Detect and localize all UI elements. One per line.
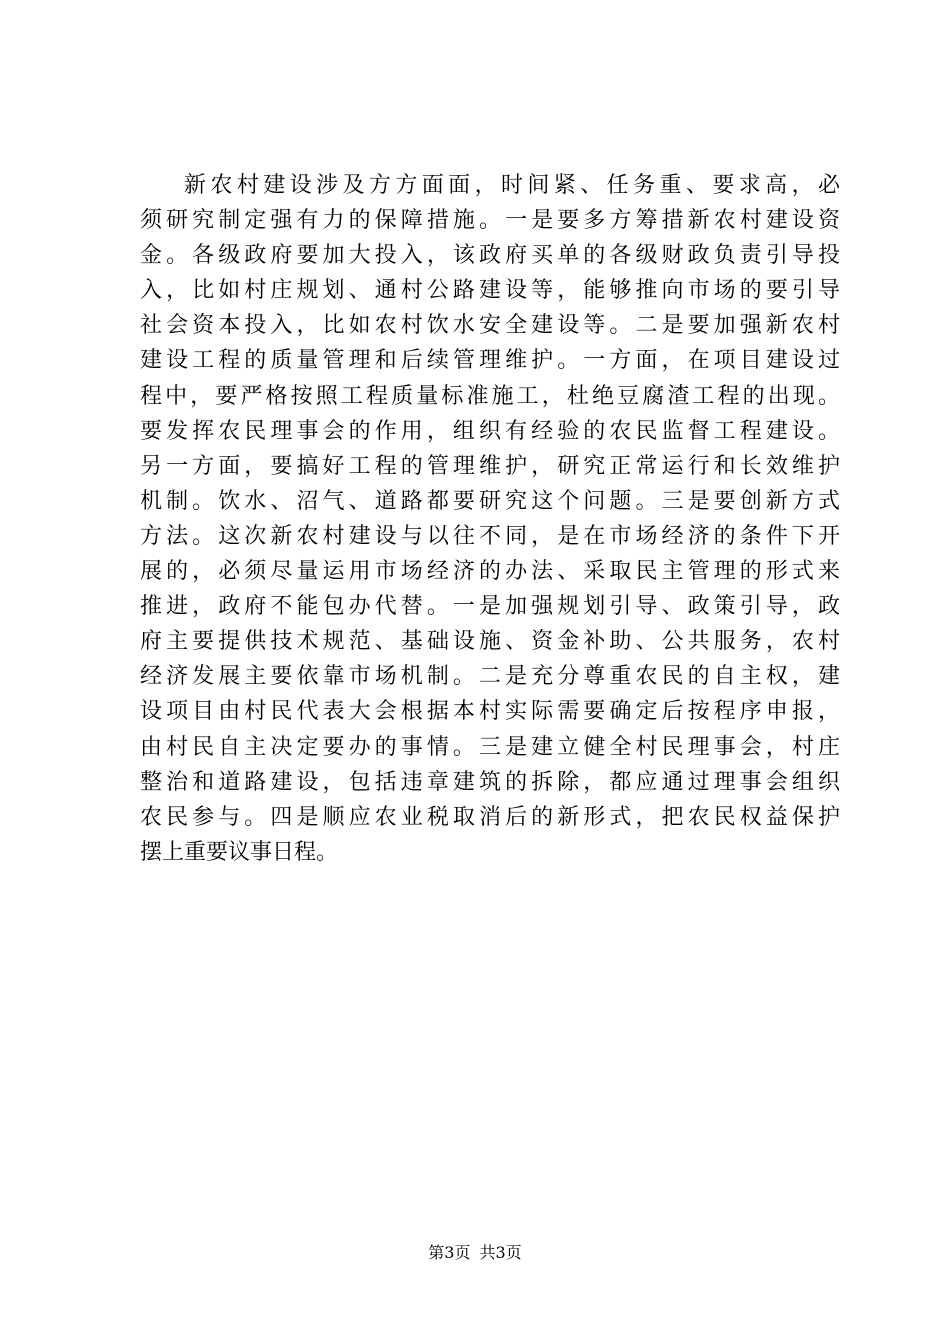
- paragraph-line: 经济发展主要依靠市场机制。二是充分尊重农民的自主权，建: [140, 664, 840, 690]
- paragraph-line: 方法。这次新农村建设与以往不同，是在市场经济的条件下开: [140, 523, 840, 549]
- paragraph-line: 程中，要严格按照工程质量标准施工，杜绝豆腐渣工程的出现。: [140, 383, 840, 409]
- paragraph-line: 农民参与。四是顺应农业税取消后的新形式，把农民权益保护: [140, 804, 840, 830]
- page-number: 第3页: [428, 1243, 471, 1262]
- paragraph-line: 摆上重要议事日程。: [140, 839, 339, 865]
- page-footer: [0, 1242, 950, 1264]
- body-paragraph: [140, 168, 840, 870]
- paragraph-line: 整治和道路建设，包括违章建筑的拆除，都应通过理事会组织: [140, 769, 840, 795]
- paragraph-line: 展的，必须尽量运用市场经济的办法、采取民主管理的形式来: [140, 559, 840, 585]
- paragraph-line: 金。各级政府要加大投入，该政府买单的各级财政负责引导投: [140, 243, 840, 269]
- paragraph-line: 社会资本投入，比如农村饮水安全建设等。二是要加强新农村: [140, 313, 840, 339]
- paragraph-line: 要发挥农民理事会的作用，组织有经验的农民监督工程建设。: [140, 418, 840, 444]
- paragraph-line: 机制。饮水、沼气、道路都要研究这个问题。三是要创新方式: [140, 488, 840, 514]
- page-total: 共3页: [479, 1243, 522, 1262]
- paragraph-line: 须研究制定强有力的保障措施。一是要多方筹措新农村建设资: [140, 208, 840, 234]
- paragraph-line: 推进，政府不能包办代替。一是加强规划引导、政策引导，政: [140, 594, 840, 620]
- paragraph-line: 府主要提供技术规范、基础设施、资金补助、公共服务，农村: [140, 629, 840, 655]
- paragraph-line: 新农村建设涉及方方面面，时间紧、任务重、要求高，必: [184, 173, 840, 198]
- paragraph-line: 入，比如村庄规划、通村公路建设等，能够推向市场的要引导: [140, 278, 840, 304]
- paragraph-line: 由村民自主决定要办的事情。三是建立健全村民理事会，村庄: [140, 734, 840, 760]
- paragraph-line: 建设工程的质量管理和后续管理维护。一方面，在项目建设过: [140, 348, 840, 374]
- paragraph-line: 另一方面，要搞好工程的管理维护，研究正常运行和长效维护: [140, 453, 840, 479]
- paragraph-line: 设项目由村民代表大会根据本村实际需要确定后按程序申报，: [140, 699, 840, 725]
